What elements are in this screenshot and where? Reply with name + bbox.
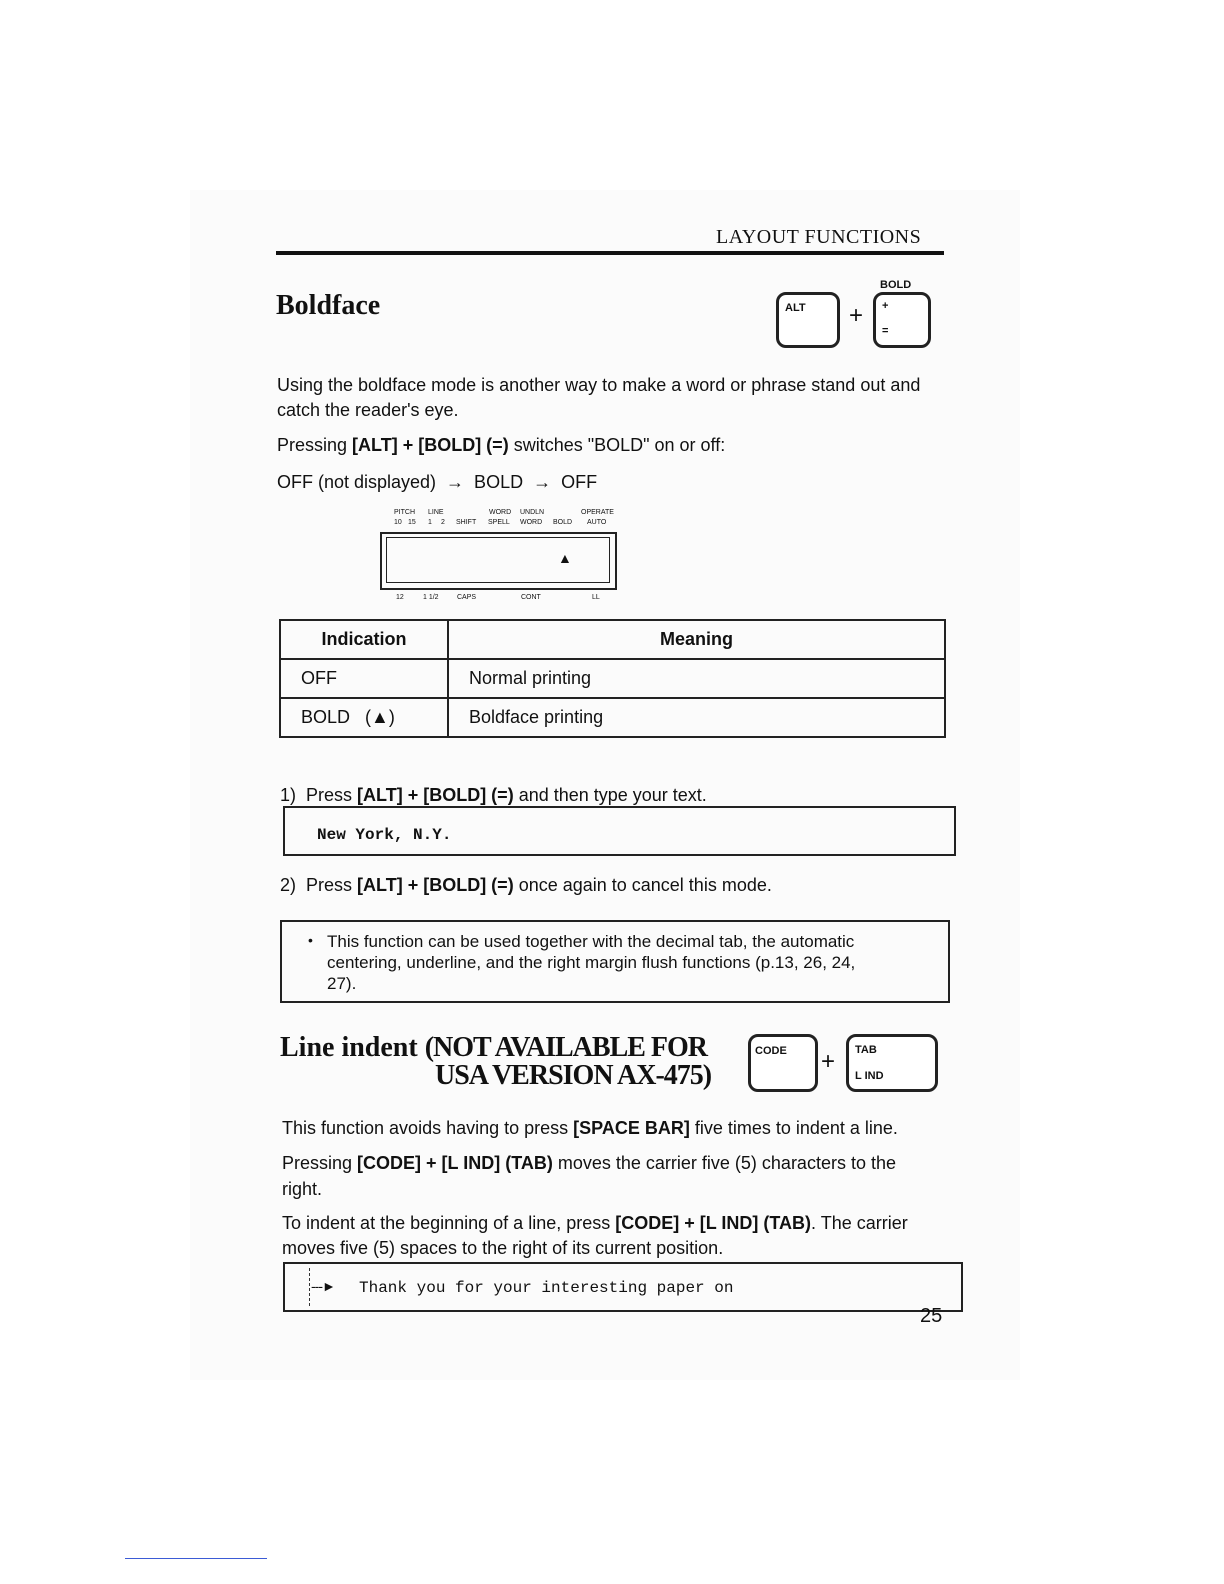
lcd-label-undln: UNDLN <box>520 509 545 516</box>
lcd-footer-12: 12 <box>396 594 404 601</box>
lcd-label-operate: OPERATE <box>581 509 614 516</box>
step-2-suffix: once again to cancel this mode. <box>513 875 772 895</box>
step-2-number: 2) <box>280 875 297 895</box>
lcd-label-pitch: PITCH <box>394 509 415 516</box>
page-number: 25 <box>920 1305 943 1327</box>
line-indent-para-3 <box>282 1210 908 1236</box>
intro-line-2: catch the reader's eye. <box>277 400 459 420</box>
switch-prefix: Pressing <box>277 435 353 455</box>
lcd-frame <box>380 532 617 590</box>
lcd-label-auto: AUTO <box>587 519 607 526</box>
table-header-meaning: Meaning <box>448 620 945 659</box>
intro-line-1: Using the boldface mode is another way to make a word or phrase stand out and <box>277 375 921 395</box>
lcd-label-spell: SPELL <box>488 519 510 526</box>
step-1-prefix: Press <box>306 785 358 805</box>
para-1-suffix: five times to indent a line. <box>689 1118 898 1138</box>
step-1 <box>280 782 707 808</box>
tab-key-icon <box>846 1034 938 1092</box>
table-cell: BOLD (▲) <box>280 698 448 737</box>
tab-key-top: TAB <box>855 1044 877 1056</box>
boldface-title: Boldface <box>276 290 381 321</box>
bold-key-top: + <box>882 300 889 312</box>
sample-text-1: New York, N.Y. <box>317 826 452 844</box>
para-1-keys: [SPACE BAR] <box>573 1118 690 1138</box>
note-line-1: This function can be used together with the decimal tab, the automatic <box>327 932 855 951</box>
indication-table <box>279 619 946 738</box>
lcd-label-2: 2 <box>441 519 445 526</box>
alt-key-label: ALT <box>785 302 806 314</box>
para-3-suffix: . The carrier <box>811 1213 908 1233</box>
line-indent-para-2 <box>282 1150 896 1176</box>
para-3-keys: [CODE] + [L IND] (TAB) <box>615 1213 812 1233</box>
line-indent-para-2-line-2: right. <box>282 1179 323 1199</box>
para-2-keys: [CODE] + [L IND] (TAB) <box>357 1153 553 1173</box>
note-bullet-icon: • <box>308 932 313 948</box>
footer-link-underline <box>125 1558 267 1559</box>
line-indent-para-1 <box>282 1115 898 1141</box>
bold-key-caption: BOLD <box>880 279 912 291</box>
lcd-label-bold: BOLD <box>553 519 573 526</box>
lcd-footer-11-2: 1 1/2 <box>423 594 439 601</box>
sample-text-2: Thank you for your interesting paper on <box>359 1279 734 1297</box>
step-2-keys: [ALT] + [BOLD] (=) <box>357 875 514 895</box>
table-cell: Boldface printing <box>448 698 945 737</box>
lcd-footer-caps: CAPS <box>457 594 477 601</box>
para-2-prefix: Pressing <box>282 1153 358 1173</box>
header-rule <box>276 251 944 255</box>
alt-key-icon <box>776 292 840 348</box>
plus-sign: + <box>849 302 864 329</box>
lcd-screen <box>386 537 610 583</box>
sample-output-2 <box>283 1262 963 1312</box>
line-indent-title-paren-2: USA VERSION AX-475) <box>435 1060 712 1091</box>
lcd-label-shift: SHIFT <box>456 519 477 526</box>
switch-sentence <box>277 432 725 458</box>
bold-key-icon <box>873 292 931 348</box>
note-line-3: 27). <box>327 974 357 993</box>
lcd-footer-ll: LL <box>592 594 600 601</box>
para-1-prefix: This function avoids having to press <box>282 1118 574 1138</box>
code-key-label: CODE <box>755 1045 787 1057</box>
lcd-label-10: 10 <box>394 519 402 526</box>
step-2 <box>280 872 772 898</box>
lcd-label-1: 1 <box>428 519 432 526</box>
step-1-number: 1) <box>280 785 297 805</box>
para-2-suffix: moves the carrier five (5) characters to the <box>552 1153 896 1173</box>
line-indent-para-3-line-2: moves five (5) spaces to the right of its current position. <box>282 1238 724 1258</box>
plus-sign: + <box>821 1048 836 1075</box>
step-1-keys: [ALT] + [BOLD] (=) <box>357 785 514 805</box>
section-header: LAYOUT FUNCTIONS <box>716 226 922 248</box>
table-header-indication: Indication <box>280 620 448 659</box>
bold-key-bottom: = <box>882 325 889 337</box>
step-2-prefix: Press <box>306 875 358 895</box>
table-cell: OFF <box>280 659 448 698</box>
note-box <box>280 920 950 1003</box>
table-header-row <box>280 620 945 659</box>
sample-output-1 <box>283 806 956 856</box>
table-row <box>280 659 945 698</box>
tab-key-bottom: L IND <box>855 1070 884 1082</box>
lcd-label-word2: WORD <box>520 519 543 526</box>
switch-suffix: switches "BOLD" on or off: <box>508 435 726 455</box>
switch-keys: [ALT] + [BOLD] (=) <box>352 435 509 455</box>
line-indent-title-main: Line indent <box>280 1032 425 1063</box>
lcd-label-15: 15 <box>408 519 416 526</box>
lcd-bold-indicator-icon: ▲ <box>558 550 572 566</box>
indent-arrow-icon: ---► <box>311 1278 335 1294</box>
lcd-label-word: WORD <box>489 509 512 516</box>
note-line-2: centering, underline, and the right margin flush functions (p.13, 26, 24, <box>327 953 856 972</box>
table-cell: Normal printing <box>448 659 945 698</box>
mode-cycle: OFF (not displayed) → BOLD → OFF <box>277 472 598 492</box>
para-3-prefix: To indent at the beginning of a line, press <box>282 1213 616 1233</box>
code-key-icon <box>748 1034 818 1092</box>
note-text <box>327 931 942 994</box>
indent-margin-marker <box>309 1268 310 1306</box>
lcd-footer-cont: CONT <box>521 594 541 601</box>
lcd-label-line: LINE <box>428 509 444 516</box>
step-1-suffix: and then type your text. <box>513 785 707 805</box>
table-row <box>280 698 945 737</box>
line-indent-title-paren-1: (NOT AVAILABLE FOR <box>424 1032 708 1063</box>
